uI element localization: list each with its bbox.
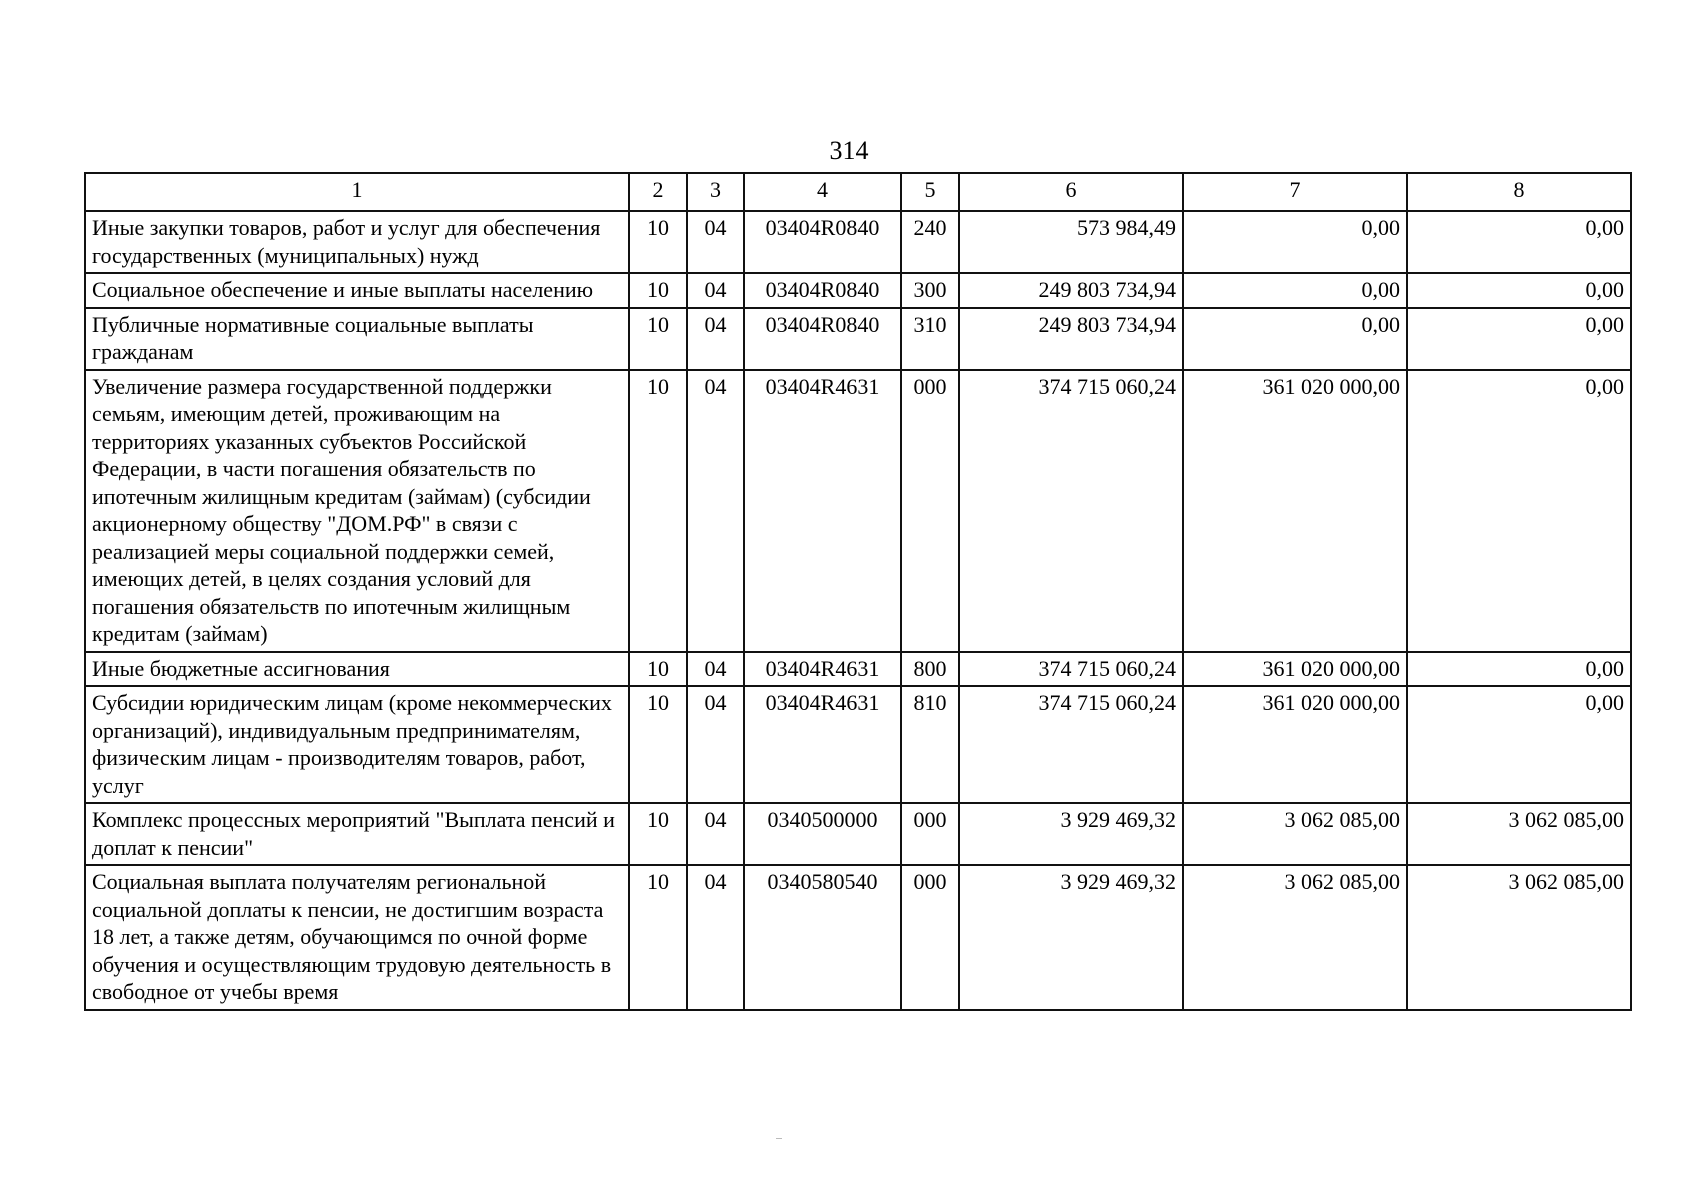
- amount-column-6-cell: 3 929 469,32: [959, 865, 1183, 1010]
- section-code-cell: 10: [629, 211, 687, 273]
- subsection-code-cell: 04: [687, 686, 744, 803]
- row-name-cell: Публичные нормативные социальные выплаты гражданам: [85, 308, 629, 370]
- subsection-code-cell: 04: [687, 803, 744, 865]
- column-header-2: 2: [629, 173, 687, 211]
- amount-column-7-cell: 0,00: [1183, 308, 1407, 370]
- amount-column-7-cell: 361 020 000,00: [1183, 652, 1407, 687]
- section-code-cell: 10: [629, 803, 687, 865]
- column-header-1: 1: [85, 173, 629, 211]
- target-article-cell: 03404R0840: [744, 308, 901, 370]
- table-body: [85, 211, 1631, 1010]
- target-article-cell: 03404R0840: [744, 273, 901, 308]
- amount-column-8-cell: 0,00: [1407, 370, 1631, 652]
- subsection-code-cell: 04: [687, 652, 744, 687]
- row-name-cell: Социальное обеспечение и иные выплаты населению: [85, 273, 629, 308]
- table-row: [85, 652, 1631, 687]
- expense-type-cell: 810: [901, 686, 959, 803]
- expense-type-cell: 240: [901, 211, 959, 273]
- column-header-5: 5: [901, 173, 959, 211]
- amount-column-8-cell: 0,00: [1407, 686, 1631, 803]
- subsection-code-cell: 04: [687, 370, 744, 652]
- target-article-cell: 03404R0840: [744, 211, 901, 273]
- amount-column-7-cell: 361 020 000,00: [1183, 370, 1407, 652]
- column-header-8: 8: [1407, 173, 1631, 211]
- row-name-cell: Комплекс процессных мероприятий "Выплата пенсий и доплат к пенсии": [85, 803, 629, 865]
- expense-type-cell: 800: [901, 652, 959, 687]
- table-row: [85, 865, 1631, 1010]
- subsection-code-cell: 04: [687, 211, 744, 273]
- amount-column-6-cell: 249 803 734,94: [959, 308, 1183, 370]
- expense-type-cell: 000: [901, 370, 959, 652]
- expense-type-cell: 000: [901, 803, 959, 865]
- amount-column-7-cell: 3 062 085,00: [1183, 803, 1407, 865]
- table-row: [85, 686, 1631, 803]
- target-article-cell: 0340500000: [744, 803, 901, 865]
- row-name-cell: Иные бюджетные ассигнования: [85, 652, 629, 687]
- column-header-3: 3: [687, 173, 744, 211]
- amount-column-6-cell: 374 715 060,24: [959, 686, 1183, 803]
- subsection-code-cell: 04: [687, 308, 744, 370]
- header-row: [85, 173, 1631, 211]
- section-code-cell: 10: [629, 308, 687, 370]
- column-header-6: 6: [959, 173, 1183, 211]
- amount-column-8-cell: 0,00: [1407, 273, 1631, 308]
- column-header-7: 7: [1183, 173, 1407, 211]
- page-number: 314: [829, 136, 869, 165]
- amount-column-7-cell: 0,00: [1183, 211, 1407, 273]
- row-name-cell: Субсидии юридическим лицам (кроме некоммерческих организаций), индивидуальным предпринимателям, физическим лицам - производителям товаров, работ, услуг: [85, 686, 629, 803]
- expense-type-cell: 000: [901, 865, 959, 1010]
- table-row: [85, 273, 1631, 308]
- section-code-cell: 10: [629, 370, 687, 652]
- expense-type-cell: 310: [901, 308, 959, 370]
- subsection-code-cell: 04: [687, 273, 744, 308]
- table-row: [85, 803, 1631, 865]
- amount-column-6-cell: 249 803 734,94: [959, 273, 1183, 308]
- target-article-cell: 03404R4631: [744, 652, 901, 687]
- amount-column-6-cell: 374 715 060,24: [959, 370, 1183, 652]
- target-article-cell: 0340580540: [744, 865, 901, 1010]
- expense-type-cell: 300: [901, 273, 959, 308]
- amount-column-8-cell: 3 062 085,00: [1407, 865, 1631, 1010]
- amount-column-8-cell: 3 062 085,00: [1407, 803, 1631, 865]
- table-row: [85, 211, 1631, 273]
- amount-column-7-cell: 361 020 000,00: [1183, 686, 1407, 803]
- section-code-cell: 10: [629, 273, 687, 308]
- column-header-4: 4: [744, 173, 901, 211]
- target-article-cell: 03404R4631: [744, 370, 901, 652]
- amount-column-8-cell: 0,00: [1407, 652, 1631, 687]
- table-row: [85, 370, 1631, 652]
- table-row: [85, 308, 1631, 370]
- amount-column-6-cell: 573 984,49: [959, 211, 1183, 273]
- subsection-code-cell: 04: [687, 865, 744, 1010]
- amount-column-7-cell: 3 062 085,00: [1183, 865, 1407, 1010]
- budget-table: [84, 172, 1632, 1011]
- row-name-cell: Увеличение размера государственной поддержки семьям, имеющим детей, проживающим на территориях указанных субъектов Российской Федерации, в части погашения обязательств по ипотечным жилищным кредитам (займам) (субсидии акционерному обществу "ДОМ.РФ" в связи с реализацией меры социальной поддержки семей, имеющих детей, в целях создания условий для погашения обязательств по ипотечным жилищным кредитам (займам): [85, 370, 629, 652]
- amount-column-6-cell: 374 715 060,24: [959, 652, 1183, 687]
- section-code-cell: 10: [629, 652, 687, 687]
- footer-mark: [776, 1138, 782, 1139]
- row-name-cell: Иные закупки товаров, работ и услуг для обеспечения государственных (муниципальных) нужд: [85, 211, 629, 273]
- amount-column-7-cell: 0,00: [1183, 273, 1407, 308]
- section-code-cell: 10: [629, 865, 687, 1010]
- amount-column-6-cell: 3 929 469,32: [959, 803, 1183, 865]
- section-code-cell: 10: [629, 686, 687, 803]
- amount-column-8-cell: 0,00: [1407, 308, 1631, 370]
- row-name-cell: Социальная выплата получателям региональной социальной доплаты к пенсии, не достигшим возраста 18 лет, а также детям, обучающимся по очной форме обучения и осуществляющим трудовую деятельность в свободное от учебы время: [85, 865, 629, 1010]
- amount-column-8-cell: 0,00: [1407, 211, 1631, 273]
- target-article-cell: 03404R4631: [744, 686, 901, 803]
